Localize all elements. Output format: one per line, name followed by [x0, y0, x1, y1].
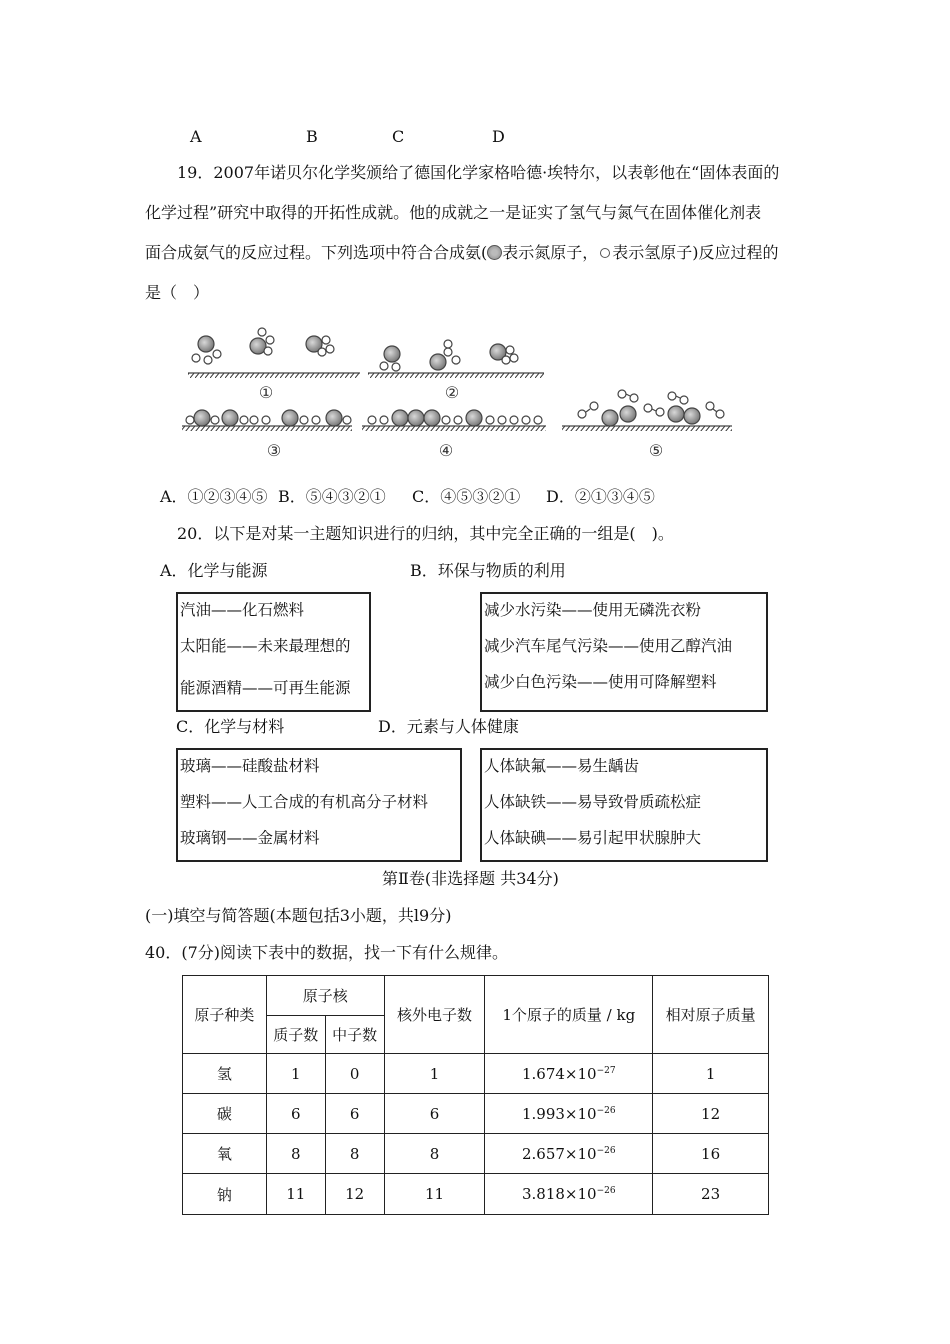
- section-2-title: 第Ⅱ卷(非选择题 共34分): [382, 869, 559, 888]
- table-row: 氧 8 8 8 $2.657\times 10^{-26}$ 16: [183, 1134, 769, 1174]
- q20-option-a-title[interactable]: A．化学与能源: [160, 561, 268, 580]
- q20-box-d: [480, 748, 768, 862]
- q19-option-a[interactable]: A．①②③④⑤: [160, 487, 268, 506]
- box-b-line-1: 减少水污染——使用无磷洗衣粉: [484, 601, 702, 619]
- hydrogen-atom-icon: [600, 248, 610, 258]
- box-a-line-1: 汽油——化石燃料: [180, 601, 305, 619]
- q20-option-b-title[interactable]: B．环保与物质的利用: [410, 561, 566, 580]
- q20-box-c: [176, 748, 462, 862]
- q19-option-b[interactable]: B．⑤④③②①: [278, 487, 386, 506]
- box-d-line-3: 人体缺碘——易引起甲状腺肿大: [484, 829, 702, 847]
- header-neutrons: 中子数: [325, 1016, 384, 1054]
- box-d-line-2: 人体缺铁——易导致骨质疏松症: [484, 793, 702, 811]
- box-c-line-2: 塑料——人工合成的有机高分子材料: [180, 793, 429, 811]
- q40-stem: 40．(7分)阅读下表中的数据，找一下有什么规律。: [145, 943, 509, 962]
- box-c-line-1: 玻璃——硅酸盐材料: [180, 757, 320, 775]
- header-electrons: 核外电子数: [384, 976, 485, 1054]
- nitrogen-atom-icon: [487, 245, 502, 260]
- q19-line-2: 化学过程”研究中取得的开拓性成就。他的成就之一是证实了氢气与氮气在固体催化剂表: [145, 203, 762, 222]
- box-b-line-3: 减少白色污染——使用可降解塑料: [484, 673, 717, 691]
- option-letter-a: A: [190, 127, 202, 146]
- figure-label-2: ②: [444, 383, 460, 402]
- box-b-line-2: 减少汽车尾气污染——使用乙醇汽油: [484, 637, 733, 655]
- box-a-line-2: 太阳能——未来最理想的: [180, 637, 351, 655]
- figure-label-3: ③: [266, 441, 282, 460]
- q20-option-d-title[interactable]: D．元素与人体健康: [378, 717, 519, 736]
- q19-option-c[interactable]: C．④⑤③②①: [412, 487, 521, 506]
- section-subtitle: (一)填空与简答题(本题包括3小题，共l9分): [145, 906, 452, 925]
- q20-box-a: [176, 592, 371, 712]
- header-relative-mass: 相对原子质量: [653, 976, 769, 1054]
- box-a-line-3: 能源酒精——可再生能源: [180, 679, 351, 697]
- figure-label-4: ④: [438, 441, 454, 460]
- table-row: 钠 11 12 11 $3.818\times 10^{-26}$ 23: [183, 1174, 769, 1215]
- box-c-line-3: 玻璃钢——金属材料: [180, 829, 320, 847]
- option-letter-b: B: [306, 127, 318, 146]
- question-19-text: [145, 153, 810, 313]
- table-row: 氢 1 0 1 $1.674\times 10^{-27}$ 1: [183, 1054, 769, 1094]
- figure-label-1: ①: [258, 383, 274, 402]
- q20-option-c-title[interactable]: C．化学与材料: [176, 717, 285, 736]
- q20-stem: 20．以下是对某一主题知识进行的归纳，其中完全正确的一组是( )。: [177, 524, 674, 543]
- q19-line-3: 面合成氨气的反应过程。下列选项中符合合成氨( 表示氮原子， 表示氢原子)反应过程的: [145, 243, 779, 262]
- box-d-line-1: 人体缺氟——易生龋齿: [484, 757, 640, 775]
- q19-line-4: 是（ ）: [145, 283, 210, 302]
- q19-line-1: 19．2007年诺贝尔化学奖颁给了德国化学家格哈德·埃特尔，以表彰他在“固体表面的: [177, 163, 780, 182]
- previous-question-option-letters: [0, 127, 950, 147]
- atom-data-table: [182, 975, 769, 1214]
- header-nucleus: 原子核: [266, 976, 384, 1016]
- table-row: 碳 6 6 6 $1.993\times 10^{-26}$ 12: [183, 1094, 769, 1134]
- header-protons: 质子数: [266, 1016, 325, 1054]
- q20-box-b: [480, 592, 768, 712]
- option-letter-c: C: [392, 127, 405, 146]
- header-atom-type: 原子种类: [183, 976, 267, 1054]
- figure-label-5: ⑤: [648, 441, 664, 460]
- option-letter-d: D: [492, 127, 505, 146]
- q19-option-d[interactable]: D．②①③④⑤: [546, 487, 655, 506]
- reaction-process-figure: [170, 318, 750, 468]
- header-mass: 1个原子的质量 / kg: [485, 976, 653, 1054]
